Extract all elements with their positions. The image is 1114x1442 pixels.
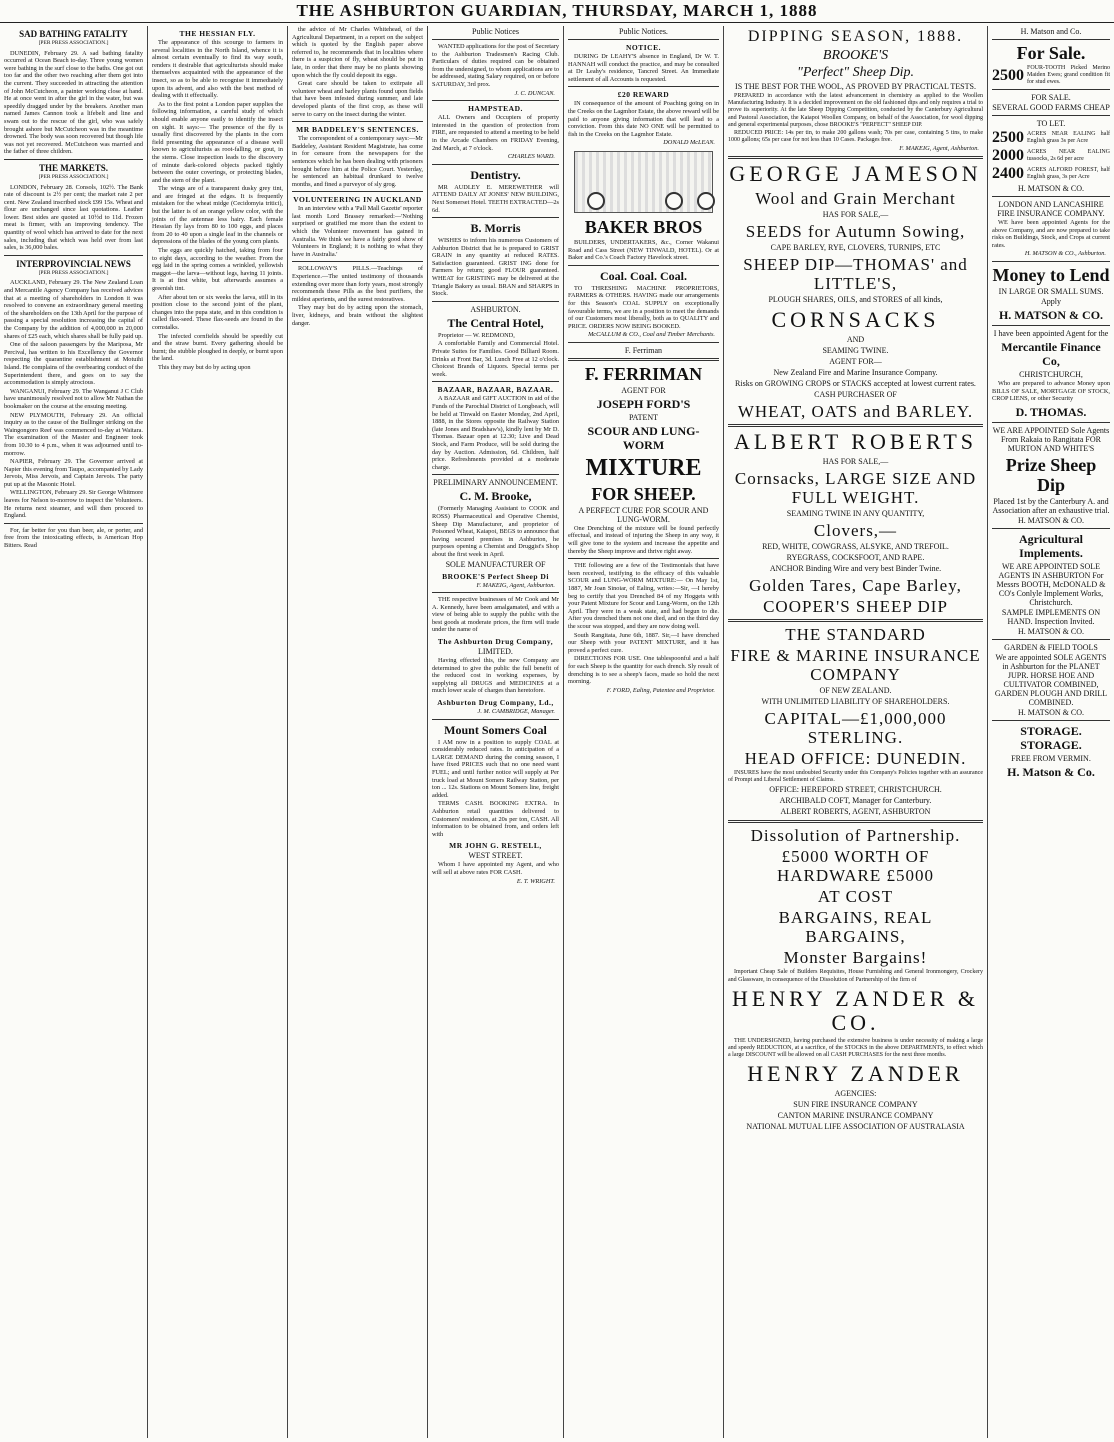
ad-text: TO THRESHING MACHINE PROPRIETORS, FARMERS & OTHERS. HAVING made our arrangements for this Season's COAL SUPPLY on exceptionally favourable terms, we are in a position to meet the demands of our Customers most liberally, both as to QUALITY and PRICE. ORDERS NOW BEING BOOKED. <box>568 284 719 330</box>
ad-line: SAMPLE IMPLEMENTS ON HAND. Inspection Invited. <box>1001 607 1101 626</box>
ad-title: Monster Bargains! <box>783 948 928 968</box>
signature: McCALLUM & CO., Coal and Timber Merchants. <box>588 331 715 339</box>
ad-title: SEEDS for Autumn Sowing, <box>745 222 966 242</box>
hearse-illustration <box>574 151 713 213</box>
ad-line: WE ARE APPOINTED Sole Agents From Rakaia to Rangitata FOR MURTON AND WHITE'S <box>992 425 1110 453</box>
ad-line: RYEGRASS, COCKSFOOT, AND RAPE. <box>786 553 925 563</box>
article-text: The correspondent of a contemporary says:—Mr Baddeley, Assistant Resident Magistrate, has come in for censure from the newspapers for the sentences which he has been dealing with prisoners brought before him at the Police Court. Yesterday, he sentenced an habitual drunkard to twelve months, and fined a purveyor of sly grog. <box>292 135 423 188</box>
listing-text: ACRES NEAR EALING half English grass 3s per Acre <box>1027 131 1110 144</box>
ad-heading: H. Matson & Co. <box>1007 764 1095 779</box>
ad-title: CORNSACKS <box>771 307 940 333</box>
ad-line: I have been appointed Agent for the <box>993 328 1109 338</box>
divider <box>432 217 559 218</box>
column-5 <box>564 26 724 1438</box>
notice-heading: £20 REWARD <box>617 90 670 100</box>
ad-text: Important Cheap Sale of Builders Requisites, House Furnishing and General Ironmongery, Crockery and Glassware, in consequence of the Dissolution of Partnership of the firm of <box>728 969 983 983</box>
divider <box>992 115 1110 116</box>
ad-subheading: WEST STREET. <box>468 851 523 861</box>
headline-hessian-fly: THE HESSIAN FLY. <box>179 29 256 38</box>
ad-line: CAPE BARLEY, RYE, CLOVERS, TURNIPS, ETC <box>770 243 941 253</box>
divider <box>728 424 983 427</box>
column-3 <box>288 26 428 1438</box>
ad-title: Cornsacks, LARGE SIZE AND FULL WEIGHT. <box>734 469 977 508</box>
ad-subheading: PRELIMINARY ANNOUNCEMENT. <box>433 478 558 488</box>
listing-row <box>992 65 1110 86</box>
wheel-graphic <box>587 192 605 210</box>
ad-line: AGENT FOR— <box>829 357 882 367</box>
article-text: AUCKLAND, February 29. The New Zealand Loan and Mercantile Agency Company has received advices that at a meeting of shareholders in London it was resolved to convene an extraordinary general meeting of the shareholders on the 13th April for the purpose of passing a special resolution increasing the capital of the Company by the addition of 4,000,000 in 20,000 shares of £25 each, which shares shall be fully paid up. <box>4 279 143 340</box>
article-text: The appearance of this scourge to farmers in several localities in the North Island, whence it is almost certain eventually to find its way south, renders it desirable that agriculturists should make themselves acquainted with the appearance of the insect, so as to be able to recognise it immediately upon its advent, and also with the best method of dealing with it effectually. <box>152 39 283 100</box>
ad-heading: Dentistry. <box>470 167 521 182</box>
listing-text: ACRES ALFORD FOREST, half English grass, 3s per Acre <box>1027 167 1110 180</box>
divider <box>728 619 983 622</box>
ad-title: Wool and Grain Merchant <box>755 189 956 209</box>
ad-label: F. Ferriman <box>624 345 663 355</box>
divider <box>992 261 1110 262</box>
ad-line: OF NEW ZEALAND. <box>819 686 892 696</box>
notice-text: IN consequence of the amount of Poaching going on in the Creeks on the Lagmhor Estate, the above reward will be paid to anyone giving information that will lead to a conviction. From this date NO ONE will be permitted to fish in the Creeks on the Lagmhor Estate. <box>568 100 719 138</box>
column-1 <box>0 26 148 1438</box>
ad-text: I AM now in a position to supply COAL at considerably reduced rates. In anticipation of a LARGE DEMAND during the coming season, I have fixed PRICES such that no one need want FUEL; and until further notice will supply at Per truck load at Mount Somers Railway Station, per ton ... 12s. Stations on Mount Somers line, freight added. <box>432 738 559 799</box>
ad-line: HAS FOR SALE,— <box>822 457 889 467</box>
article-text: In an interview with a 'Pall Mall Gazette' reporter last month Lord Brassey remarked:—'Nothing surprised or gratified me more than the extent to which the Volunteer movement has gained in Australia. We think we have a fairly good show of Volunteers in England; it is nothing to what they have in Australia.' <box>292 205 423 258</box>
ad-subheading: LONDON AND LANCASHIRE FIRE INSURANCE COMPANY. <box>997 200 1105 218</box>
ad-line: We are appointed SOLE AGENTS in Ashburton for the PLANET JUPR. HORSE HOE AND CULTIVATOR COMBINED, GARDEN PLOUGH AND DRILL COMBINED. <box>994 652 1108 707</box>
ad-heading: Mercantile Finance Co, <box>1001 339 1101 368</box>
divider <box>4 255 143 256</box>
article-text: DUNEDIN, February 29. A sad bathing fatality occurred at Ocean Beach to-day. Three young women were bathing in the surf close to the baths. One got out too far and the other two reaching after them got into the current. They succeeded in attracting the attention of John McCutcheon, a painter working close at hand. He at once went in after the girl in the water, but was speedily dragged under by the breakers. Another man named James Cannon took a lifebelt and line and swam out to the rescue of the girl, who was safely brought ashore but McCutcheon was in the meantime drowned. The body was soon recovered but though life was not yet recovered. McCutcheon was married and the father of three children. <box>4 49 143 156</box>
ad-title: AT COST <box>817 887 894 907</box>
divider <box>568 86 719 87</box>
divider <box>568 558 719 559</box>
signature: J. M. CAMBRIDGE, Manager. <box>477 708 555 716</box>
ad-title: FIRE & MARINE INSURANCE COMPANY <box>730 646 981 685</box>
source-line: [PER PRESS ASSOCIATION.] <box>38 269 109 276</box>
signature: H. MATSON & CO. <box>1017 515 1084 525</box>
notice-heading: HAMPSTEAD. <box>468 104 523 114</box>
ad-line: Risks on GROWING CROPS or STACKS accepted at lowest current rates. <box>735 379 976 389</box>
divider <box>992 639 1110 640</box>
article-text: This they may but do by acting upon <box>158 363 251 371</box>
divider <box>992 325 1110 326</box>
ad-text: WE have been appointed Agents for the above Company, and are now prepared to take risks on Buildings, Stock, and Crops at current rates. <box>992 219 1110 249</box>
divider <box>992 528 1110 529</box>
ad-heading: JOSEPH FORD'S <box>596 396 691 411</box>
ad-subheading: SOLE MANUFACTURER OF <box>445 559 546 569</box>
ad-line: WITH UNLIMITED LIABILITY OF SHAREHOLDERS. <box>761 697 950 707</box>
listing-row <box>992 166 1110 182</box>
ad-tagline: IS THE BEST FOR THE WOOL, AS PROVED BY PRACTICAL TESTS. <box>735 82 976 91</box>
ad-text: Proprietor — W. REDMOND, <box>438 331 515 339</box>
signature: F. FORD, Ealing, Patentee and Proprietor. <box>606 686 715 694</box>
ad-heading: Prize Sheep Dip <box>1005 454 1097 495</box>
article-text: WELLINGTON, February 29. Sir George Whitmore leaves for Nelson to-morrow to inspect the Volunteers. He returns next steamer, and will then proceed to England. <box>4 489 143 520</box>
headline-markets: THE MARKETS. <box>38 162 108 173</box>
listing-number: 2400 <box>992 165 1024 182</box>
column-7 <box>988 26 1114 1438</box>
signature: H. MATSON & CO., Ashburton. <box>1024 250 1106 258</box>
notice-heading: NOTICE. <box>626 43 661 52</box>
article-text: The infected cornfields should be speedily cut and the straw burnt. Every gathering should be burnt; the stubble ploughed in deeply, or burnt upon the land. <box>152 332 283 363</box>
ad-heading: Mount Somers Coal <box>444 722 547 737</box>
divider <box>568 265 719 266</box>
headline-interprovincial: INTERPROVINCIAL NEWS <box>16 258 131 269</box>
ad-title: SHEEP DIP—THOMAS' and LITTLE'S, <box>743 255 968 294</box>
signature: H. MATSON & CO. <box>998 307 1104 322</box>
article-text: Great care should be taken to extirpate all volunteer wheat and barley plants found upon fields that have been infested during summer, and late developed plants of the first crop, as these will serve to carry on the insect during the winter. <box>292 80 423 118</box>
ad-text: Whom I have appointed my Agent, and who will sell at above rates FOR CASH. <box>432 861 559 876</box>
article-text: LONDON, February 28. Consols, 102½. The Bank rate of discount is 2½ per cent; the market rate 2 per cent. New Zealand inscribed stock £99 15s. Wheat and flour are unchanged since last quotations. Leather lower. Best sides are quoted at 10½d to 11d. Frozen meat is firmer, with an improving tendency. The quantity of wool which has arrived to date for the next sales, including that which was held over from last sales, is 36,000 bales. <box>4 183 143 252</box>
ad-title: HEAD OFFICE: DUNEDIN. <box>744 749 967 769</box>
ad-text: THE UNDERSIGNED, having purchased the extensive business is under necessity of making a large and speedy REDUCTION, at a sacrifice, of the STOCKS in the above DEPARTMENTS, to effect which a large DISCOUNT will be allowed on all CASH PURCHASES for the next three months. <box>728 1037 983 1059</box>
divider <box>292 191 423 192</box>
ad-subheading: TO LET. <box>1036 119 1066 128</box>
ad-text: INSURES have the most undoubted Security under this Company's Policies together with an assurance of Prompt and Liberal Settlement of Claims. <box>728 770 983 784</box>
ad-title: Golden Tares, Cape Barley, <box>749 576 962 596</box>
column-6 <box>724 26 988 1438</box>
ad-line: Placed 1st by the Canterbury A. and Association after an exhaustive trial. <box>992 496 1110 515</box>
ad-text: Who are prepared to advance Money upon BILLS OF SALE, MORTGAGE OF STOCK, CROP LIENS, or other Security <box>992 379 1110 403</box>
article-text: The wings are of a transparent dusky grey tint, and are fringed at the edges. It is frequently mistaken for the wheat midge (Cecidomyia tritici), but the latter is of an orange yellow color, with the joints of the antennae less hairy. Each female Hessian fly lays from 80 to 100 eggs, and places from 20 to 40 upon a single leaf in the channels or depressions of the blades of the young corn plants. <box>152 185 283 246</box>
ad-title: BROOKE'S <box>822 48 889 63</box>
headline-volunteering: VOLUNTEERING IN AUCKLAND <box>293 195 422 205</box>
column-4 <box>428 26 564 1438</box>
ad-line: SEAMING TWINE. <box>822 346 889 356</box>
ad-title: CAPITAL—£1,000,000 STERLING. <box>764 709 947 748</box>
ad-text: TERMS CASH. BOOKING EXTRA. In Ashburton retail quantities delivered to Customers' residences, at 20s per ton, CASH. All information to be obtained from, and orders left with <box>432 800 559 838</box>
ad-line: New Zealand Fire and Marine Insurance Company. <box>773 368 938 378</box>
divider <box>292 121 423 122</box>
article-text: ROLLOWAY'S PILLS.—Teachings of Experience.—The united testimony of thousands extending over more than forty years, most strongly recommends these Pills as the best purifiers, the mildest aperients, and the surest restoratives. <box>292 265 423 303</box>
ad-line: CASH PURCHASER OF <box>814 390 897 400</box>
ad-text: One Drenching of the mixture will be found perfectly effectual, and instead of injuring the Sheep in any way, it will give tone to the system and increase the appetite and thereby the Sheep improve and thrive right away. <box>568 524 719 555</box>
ad-title: GEORGE JAMESON <box>729 161 982 187</box>
section-label: Public Notices <box>472 27 519 36</box>
ad-line: SUN FIRE INSURANCE COMPANY <box>793 1100 918 1110</box>
ad-text: MR AUDLEY E. MEREWETHER will ATTEND DAILY AT JONES' NEW BUILDING, Next Somerset Hotel. TEETH EXTRACTED—2s 6d. <box>432 183 559 214</box>
ad-heading: BAZAAR, BAZAAR, BAZAAR. <box>437 385 554 395</box>
ad-line: SEAMING TWINE IN ANY QUANTITY, <box>786 509 925 519</box>
ad-title: WHEAT, OATS and BARLEY. <box>737 402 974 422</box>
ad-text: THE respective businesses of Mr Cook and Mr A. Kennedy, have been amalgamated, and with a view of being able to supply the public with the best goods at moderate prices, the firm will trade under the name of <box>432 596 559 634</box>
ad-title: COOPER'S SHEEP DIP <box>763 597 948 617</box>
ad-heading: GARDEN & FIELD TOOLS <box>1004 642 1098 652</box>
source-line: [PER PRESS ASSOCIATION.] <box>38 173 109 180</box>
divider <box>4 159 143 160</box>
ad-line: Apply <box>1041 296 1061 306</box>
ad-title: THE STANDARD <box>785 625 926 645</box>
ad-text: PREPARED in accordance with the latest advancement in chemistry as applied to the Woollen Manufacturing Industry. It is a decided improvement on the old fashioned dips and only requires a trial to prove its superiority. At the late Sheep Dipping Competition, conducted by the Canterbury Agricultural and Pastoral Association, the Kaiapoi Woollen Company, on behalf of the Association, for wool dipping and general experimental purposes, chose BROOKE'S "PERFECT" SHEEP DIP. <box>728 93 983 128</box>
article-text: NAPIER, February 29. The Governor arrived at Napier this evening from Taupo, accompanied by Lady Jervois, Miss Jervois, and Captain Jervois. The party put up at the Masonic Hotel. <box>4 458 143 488</box>
notice-text: WANTED applications for the post of Secretary to the Ashburton Tradesmen's Racing Club. Particulars of duties required can be obtained from the undersigned, to whom applications are to be addressed, stating Salary required, on or before SATURDAY, 3rd prox. <box>432 43 560 88</box>
ad-line: OFFICE: HEREFORD STREET, CHRISTCHURCH. <box>769 785 942 795</box>
signature: E. T. WRIGHT. <box>516 877 555 885</box>
article-text: The eggs are quickly hatched, taking from four to eight days, according to the weather. From the egg laid in the spring comes a wrinkled, yellowish maggot—the larva—without legs, having 11 joints. It is at first white, but afterwards assumes a greenish tint. <box>152 247 283 292</box>
ad-title: HENRY ZANDER & CO. <box>731 985 980 1035</box>
ad-title: Clovers,— <box>813 521 898 541</box>
ad-line: WE ARE APPOINTED SOLE AGENTS IN ASHBURTON For Messrs BOOTH, McDONALD & CO's Conlyle Implement Works, Christchurch. <box>996 561 1106 607</box>
article-text: As to the first point a London paper supplies the following information, a careful study of which should enable anyone easily to identify the insect on sight. It says:— The presence of the fly is usually first discovered by the plants in the corn field presenting the appearance of a disease well known to agriculturists as root-falling, or gout, in the stems. Close inspection leads to the discovery of minute dark-colored objects packed tightly between the outer coverings, or protecting blades, and the stem of the plant. <box>152 100 283 184</box>
divider <box>292 261 423 262</box>
ad-line: HAS FOR SALE,— <box>822 210 889 220</box>
signature: CHARLES WARD. <box>507 153 555 161</box>
divider <box>728 820 983 823</box>
column-2 <box>148 26 288 1438</box>
divider <box>4 523 143 524</box>
signature: H. MATSON & CO. <box>1017 707 1084 717</box>
ad-text: REDUCED PRICE: 14s per tin, to make 200 gallons wash; 70s per case, containing 5 tins, to make 1000 gallons; 65s per case for not less than 10 Cases. Packages free. <box>728 130 983 144</box>
ad-heading: Ashburton Drug Company, Ld., <box>437 698 554 708</box>
ad-heading: FOR SHEEP. <box>591 483 696 504</box>
ad-text: BUILDERS, UNDERTAKERS, &c., Corner Wakanui Road and Cass Street (NEW TINWALD, HOTEL). Or at Baker and Co.'s Coach Factory Havelock street. <box>568 238 719 262</box>
ad-title: HENRY ZANDER <box>747 1061 964 1087</box>
ad-heading: BROOKE'S Perfect Sheep Di <box>442 571 549 581</box>
ad-line: RED, WHITE, COWGRASS, ALSYKE, AND TREFOIL. <box>762 542 949 552</box>
divider <box>432 592 559 593</box>
divider <box>728 156 983 159</box>
ad-line: SEVERAL GOOD FARMS CHEAP <box>992 103 1110 112</box>
divider <box>432 474 559 475</box>
divider <box>992 39 1110 40</box>
divider <box>568 342 719 343</box>
ad-heading: F. FERRIMAN <box>584 363 703 384</box>
ad-heading: C. M. Brooke, <box>459 489 532 504</box>
signature: DONALD McLEAN. <box>663 139 715 147</box>
ad-heading: For Sale. <box>1016 43 1086 63</box>
ad-title: Dissolution of Partnership. <box>750 826 961 846</box>
ad-line: ANCHOR Binding Wire and very best Binder Twine. <box>769 564 942 574</box>
ad-subheading: LIMITED. <box>478 647 513 657</box>
divider <box>432 100 559 101</box>
article-text: They may but do by acting upon the stomach, liver, kidneys, and brain without the slightest danger. <box>292 304 423 327</box>
wheel-graphic <box>697 192 715 210</box>
article-text: the advice of Mr Charles Whitehead, of the Agricultural Department, in a report on the subject which is quoted by the English paper above referred to, he recommends that in localities where there is a suspicion of fly, wheat should be put in late, in order that there may be no plants showing upon which the fly could deposit its eggs. <box>292 26 423 79</box>
ad-text: THE following are a few of the Testimonials that have been received, testifying to the efficacy of this valuable SCOUR and LUNG-WORM MIXTURE:— On May 1st, 1887, Mr Joan Sinoiar, of Ealing, writes:—Sir, —I hereby beg to certify that you Drenched 84 of my Hoggets with your Patent Mixture for Scour and Lung-Worm, on the 12th April. They were in a weak state, and had begun to die. After you drenched them not one died, and on the third day the scour was stopped, and they are now doing well. <box>568 562 719 630</box>
masthead <box>0 0 1114 23</box>
listing-text: FOUR-TOOTH Picked Merino Maiden Ewes; grand condition fit for stud ewes. <box>1027 65 1110 85</box>
signature: F. MAKEIG, Agent, Ashburton. <box>899 145 979 153</box>
listing-text: ACRES NEAR EALING tussocks, 2s 6d per acre <box>1027 149 1110 162</box>
signature: D. THOMAS. <box>1015 404 1087 419</box>
ad-text: Having effected this, the new Company are determined to give the public the full benefit of the reduced cost in working expenses, by supplying all DRUGS and MEDICINES at a much lower scale of charges than heretofore. <box>432 657 559 695</box>
ad-line: ALBERT ROBERTS, AGENT, ASHBURTON <box>780 807 931 817</box>
ad-heading: Agricultural Implements. <box>1019 531 1083 560</box>
masthead-title: THE ASHBURTON GUARDIAN, THURSDAY, MARCH 1, 1888 <box>296 1 818 20</box>
source-line: [PER PRESS ASSOCIATION.] <box>38 40 109 46</box>
ad-text: South Rangitata, June 6th, 1887. Sir,—I have drenched our Sheep with your PATENT MIXTURE, and it has proved a perfect cure. <box>568 631 719 654</box>
ad-subheading: FOR SALE. <box>1031 93 1071 102</box>
divider <box>432 719 559 720</box>
divider <box>992 720 1110 721</box>
ad-line: NATIONAL MUTUAL LIFE ASSOCIATION OF AUSTRALASIA <box>746 1122 965 1132</box>
ad-line: AGENCIES: <box>834 1089 877 1099</box>
notice-text: ALL Owners and Occupiers of property interested in the question of protection from FIRE, are requested to attend a meeting to be held in the Arcade Chambers on FRIDAY Evening, 2nd March, at 7 o'clock. <box>432 114 559 152</box>
article-text: NEW PLYMOUTH, February 29. An official inquiry as to the cause of the Bullinger striking on the Waingongoro Reef was commenced to-day at Waitara. The examination of the Master and Engineer took from 10.30 to 4 p.m., when it was adjourned until to-morrow. <box>4 411 143 457</box>
ad-heading: Money to Lend <box>992 264 1110 285</box>
signature: H. MATSON & CO. <box>1017 184 1084 193</box>
ad-title: ALBERT ROBERTS <box>733 429 978 455</box>
listing-number: 2000 <box>992 147 1024 164</box>
wheel-graphic <box>665 192 683 210</box>
ad-heading: The Ashburton Drug Company, <box>437 637 554 647</box>
ad-title: DIPPING SEASON, 1888. <box>747 28 964 45</box>
ad-title: £5000 WORTH OF HARDWARE £5000 <box>776 847 935 886</box>
divider <box>568 358 719 361</box>
ad-line: IN LARGE OR SMALL SUMS. <box>998 286 1104 296</box>
divider <box>992 196 1110 197</box>
ad-text: WISHES to inform his numerous Customers of Ashburton District that he is prepared to GRIST GRAIN in any quantity at reduced RATES. Satisfaction guaranteed. GRIST ING done for Farmers by return; good FLOUR guaranteed. WHEAT for GRISTING may be delivered at the Triangle Bakery as usual. BRAN and SHARPS in Stock. <box>432 237 559 298</box>
signature: F. MAKEIG, Agent, Ashburton. <box>476 581 555 589</box>
ad-heading: BAKER BROS <box>584 216 703 237</box>
divider <box>432 39 559 40</box>
ad-text: A comfortable Family and Commercial Hotel. Private Suites for Families. Good Billiard Room. Drinks at Front Bar, 3d. Lunch Free at 12 o'clock. Choicest Brands of Liquors. Special terms per week. <box>432 340 559 378</box>
ad-heading: STORAGE. STORAGE. <box>1020 723 1082 752</box>
divider <box>992 89 1110 90</box>
divider <box>432 381 559 382</box>
divider <box>432 301 559 302</box>
listing-row <box>992 130 1110 146</box>
ad-line: CANTON MARINE INSURANCE COMPANY <box>777 1111 934 1121</box>
ad-heading: SCOUR AND LUNG-WORM <box>587 423 700 452</box>
ad-title: BARGAINS, REAL BARGAINS, <box>778 908 933 947</box>
article-text: WANGANUI, February 29. The Wanganui J C Club have unanimously resolved not to allow Mr Nathan the bookmaker on the course at the ensuing meeting. <box>4 387 143 410</box>
article-text: One of the saloon passengers by the Mariposa, Mr Percival, has written to his Excellency the Governor respecting the quarantine establishment at Motuihi Island. He complains of the overbearing conduct of the Superintendent there, and goes on to say the accommodation is simply atrocious. <box>4 341 143 387</box>
ad-title: "Perfect" Sheep Dip. <box>796 65 915 80</box>
listing-row <box>992 148 1110 164</box>
ad-line: ARCHIBALD COFT, Manager for Canterbury. <box>779 796 932 806</box>
ad-line: FREE FROM VERMIN. <box>1011 753 1091 763</box>
divider <box>432 164 559 165</box>
section-label: H. Matson and Co. <box>1020 27 1082 36</box>
ad-heading: The Central Hotel, <box>447 315 544 330</box>
listing-number: 2500 <box>992 129 1024 146</box>
ad-heading: MIXTURE <box>585 454 702 481</box>
headline-baddeley: MR BADDELEY'S SENTENCES. <box>296 125 419 135</box>
ad-location: ASHBURTON. <box>470 304 521 314</box>
divider <box>568 39 719 40</box>
article-text: For, far better for you than beer, ale, or porter, and free from the intoxicating effects, is American Hop Bitters. Read <box>4 526 143 550</box>
ad-heading: B. Morris <box>470 221 521 236</box>
ad-heading: Coal. Coal. Coal. <box>600 268 687 283</box>
signature: H. MATSON & CO. <box>1017 626 1084 636</box>
divider <box>992 422 1110 423</box>
ad-text: DIRECTIONS FOR USE. One tablespoonful and a half for each Sheep is the quantity for each drench. Sly result of drenching is to see a sheep's faces, made so hold the next morning. <box>568 655 719 686</box>
ad-subheading: PATENT <box>628 412 659 422</box>
ad-text: A BAZAAR and GIFT AUCTION in aid of the Funds of the Parochial District of Longbeach, will be held at Tinwald on Easter Monday, 2nd April, 1888, in the Stores opposite the Railway Station (late Jones and Bradshaw's), kindly lent by Mr D. Thomas. Bazaar open at 12.30; Live and Dead Stock, and Farm Produce, will be sold during the day by Auction. Admission, 6d. Children, half price. Refreshments provided at a moderate charge. <box>432 395 559 471</box>
headline-bathing-fatality: SAD BATHING FATALITY <box>19 29 128 39</box>
listing-number: 2500 <box>992 66 1024 84</box>
signature: J. C. DUNCAN. <box>514 89 555 97</box>
ad-line: CHRISTCHURCH, <box>1019 369 1083 379</box>
section-label: Public Notices. <box>619 27 668 36</box>
ad-line: PLOUGH SHARES, OILS, and STORES of all kinds, <box>768 295 943 305</box>
article-text: After about ten or six weeks the larva, still in its position close to the second joint of the plant, changes into the pupa state, and in this condition is called flax-seed. These flax-seeds are found in the cornstalks. <box>152 293 283 331</box>
ad-subheading: A PERFECT CURE FOR SCOUR AND LUNG-WORM. <box>578 505 709 524</box>
notice-text: DURING Dr LEAHY'S absence in England, Dr W. T. HANNAH will conduct the practice, and may be consulted at Dr Leahy's residence, Tancred Street. An Immediate settlement of all Accounts is requested. <box>568 53 719 83</box>
ad-heading: MR JOHN G. RESTELL, <box>449 841 542 851</box>
ad-text: (Formerly Managing Assistant to COOK and ROSS) Pharmaceutical and Operative Chemist, Sheep Dip Manufacturer, and proprietor of Poisoned Wheat, Kaiapoi, BEGS to announce that having secured premises in Ashburton, he purposes opening a Chemist and Druggist's Shop about the first week in April. <box>432 505 559 558</box>
ad-line: AND <box>846 335 865 345</box>
ad-subheading: AGENT FOR <box>621 385 666 395</box>
